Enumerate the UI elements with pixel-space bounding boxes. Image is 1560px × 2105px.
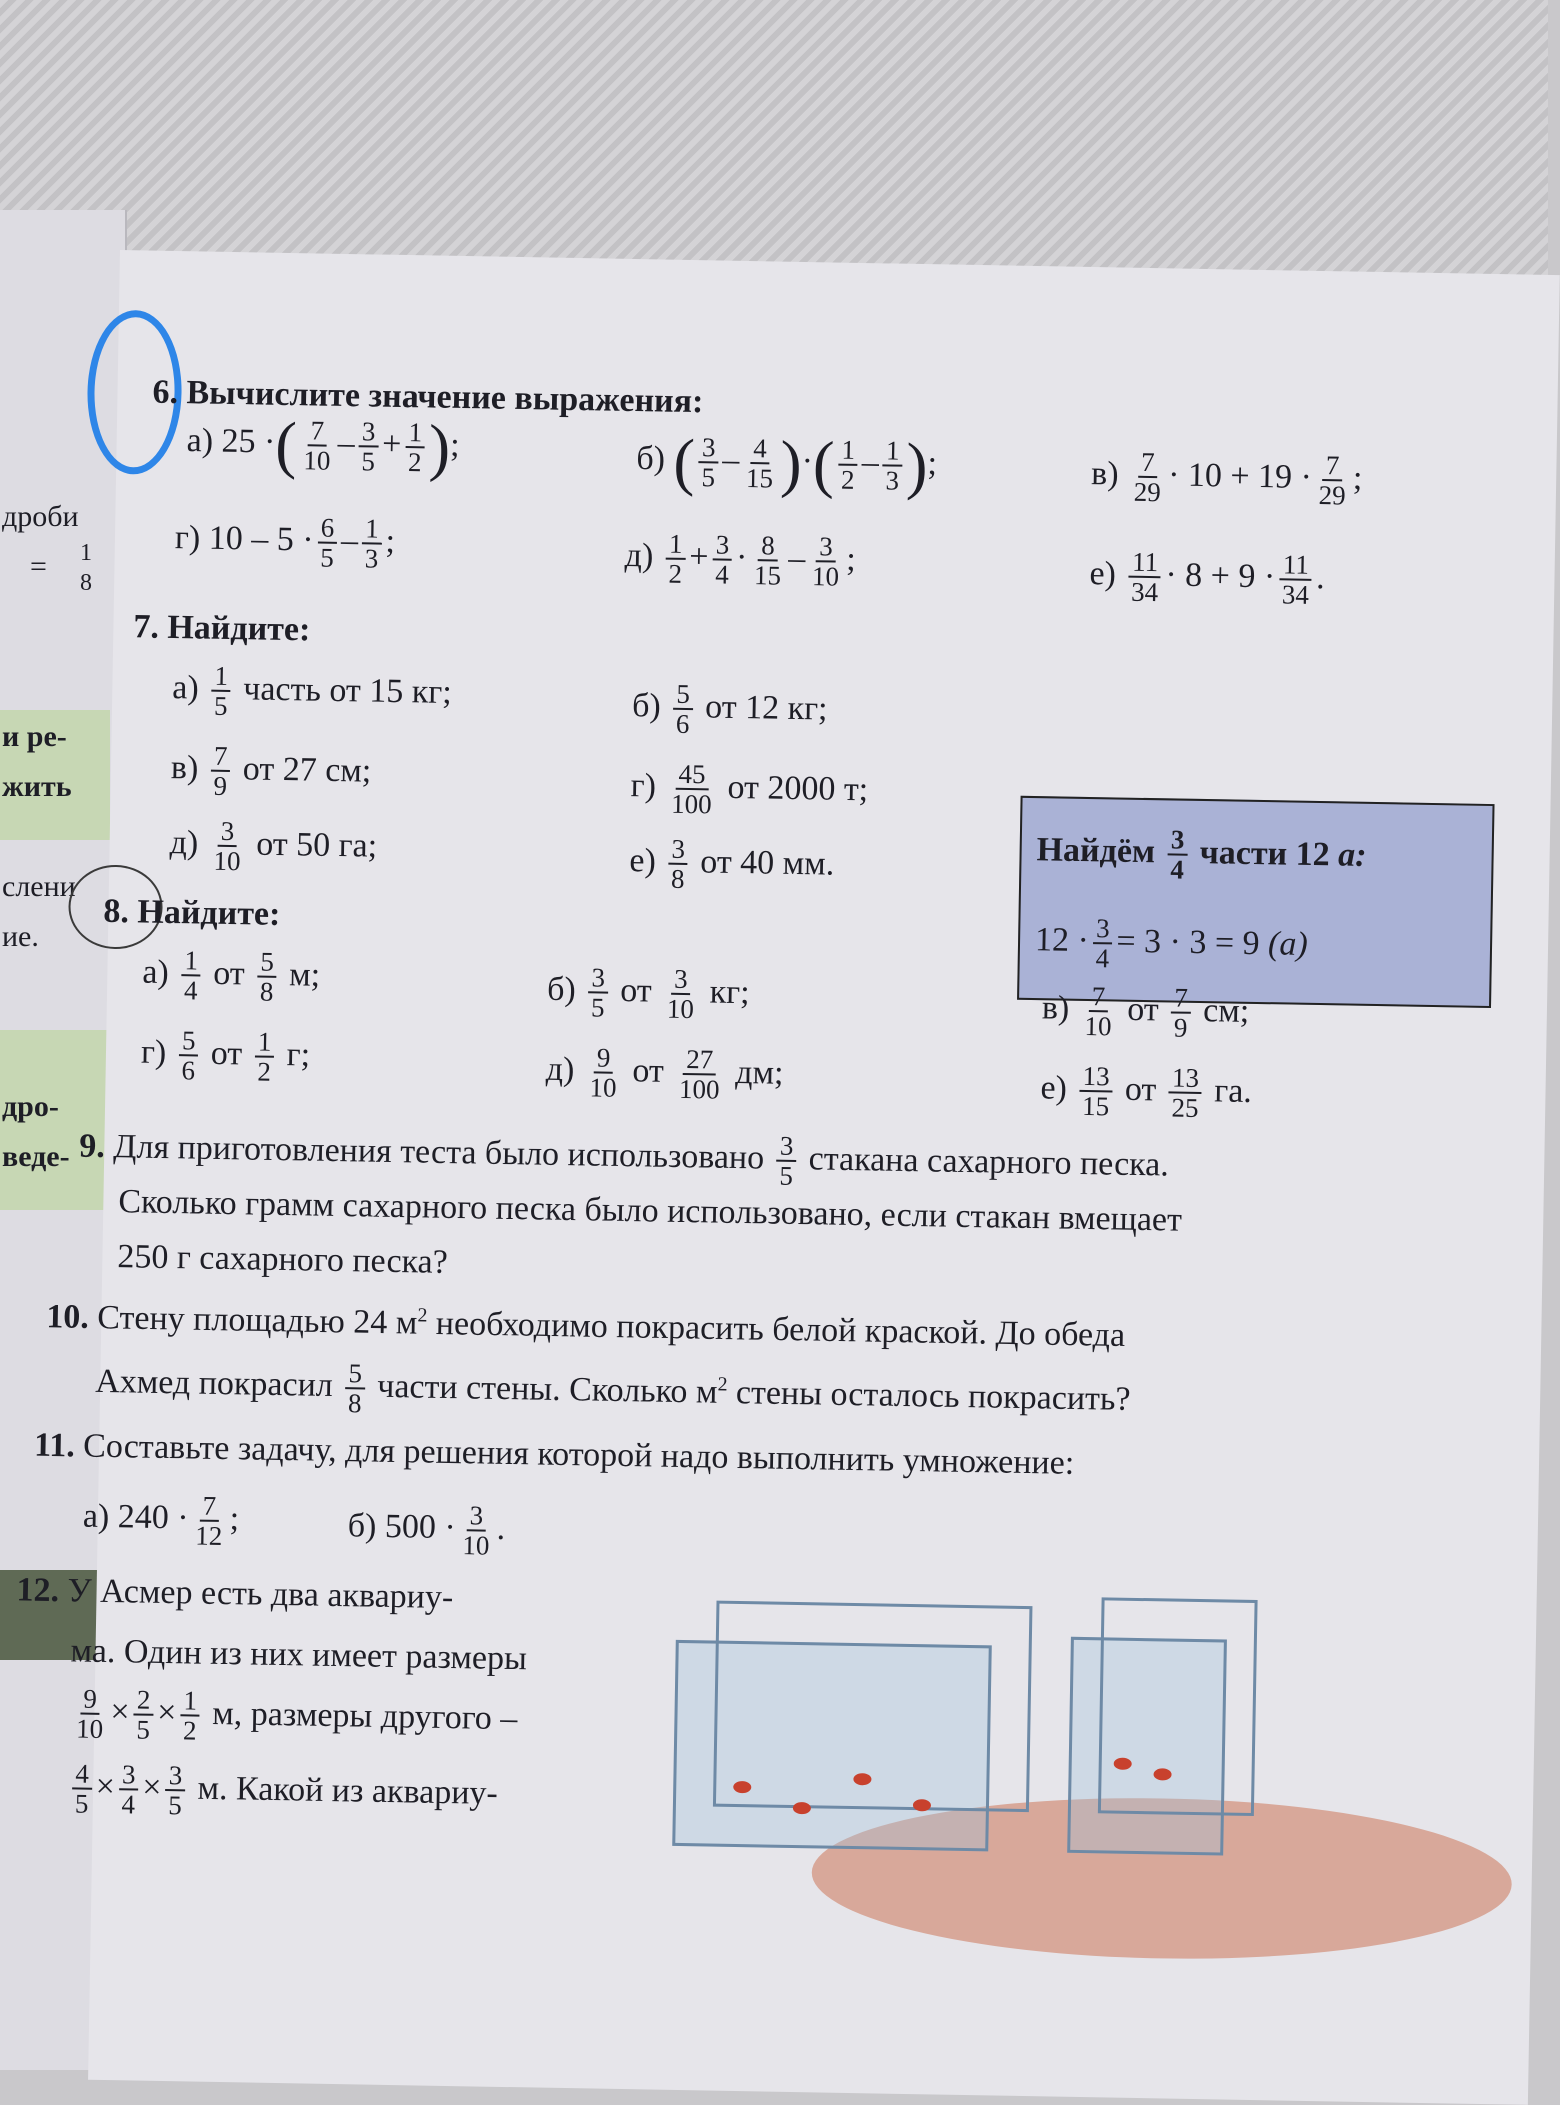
ex7-g: г) $\frac{45}{100}$ от 2000 т; <box>630 758 869 820</box>
ex6-v: в) $\frac{7}{29}$ · 10 + 19 · $\frac{7}{29}$ ; <box>1090 446 1363 511</box>
aquarium-large-back <box>713 1601 1033 1812</box>
exercise-number: 6. <box>152 373 179 412</box>
fish-icon <box>1153 1768 1171 1780</box>
ex7-b: б) $\frac{5}{6}$ от 12 кг; <box>631 678 828 740</box>
margin-text: и ре- <box>2 720 67 753</box>
ex12-line3: $\frac{9}{10}$ × $\frac{2}{5}$ × $\frac{1}{2}$ м, размеры другого – <box>75 1683 518 1746</box>
example-calc: 12 · $\frac{3}{4}$ = 3 · 3 = 9 (а) <box>1034 913 1309 974</box>
fish-icon <box>853 1773 871 1785</box>
ex9-line2: Сколько грамм сахарного песка было использовано, если стакан вмещает <box>118 1183 1183 1239</box>
margin-text: веде- <box>2 1140 70 1173</box>
margin-text: = <box>30 550 47 583</box>
margin-text: 8 <box>80 570 92 596</box>
ex7-v: в) $\frac{7}{9}$ от 27 см; <box>170 740 372 802</box>
fish-icon <box>913 1799 931 1811</box>
ex6-d: д) $\frac{1}{2}$ + $\frac{3}{4}$ · $\frac{8}{15}$ – $\frac{3}{10}$ ; <box>624 528 857 592</box>
fish-icon <box>733 1781 751 1793</box>
ex6-a: а) 25 ·( $\frac{7}{10}$ – $\frac{3}{5}$ + $\frac{1}{2}$ ); <box>186 408 460 483</box>
ex7-d: д) $\frac{3}{10}$ от 50 га; <box>169 815 378 877</box>
ex11-b: б) 500 · $\frac{3}{10}$ . <box>347 1500 506 1561</box>
ex12-line4: $\frac{4}{5}$ × $\frac{3}{4}$ × $\frac{3}{5}$ м. Какой из аквариу- <box>68 1759 499 1825</box>
margin-text: дро- <box>2 1090 59 1123</box>
ex12-line1: 12. У Асмер есть два аквариу- <box>16 1571 454 1617</box>
margin-text: дроби <box>2 500 79 533</box>
ex7-heading: 7. Найдите: <box>133 608 311 649</box>
example-box <box>1017 796 1494 1008</box>
exercise-title: Вычислите значение выражения: <box>186 374 704 421</box>
margin-text: слени <box>2 870 76 903</box>
ex8-b: б) $\frac{3}{5}$ от $\frac{3}{10}$ кг; <box>546 962 750 1025</box>
ex12-line2: ма. Один из них имеет размеры <box>70 1632 528 1678</box>
ex8-e: е) $\frac{13}{15}$ от $\frac{13}{25}$ га. <box>1040 1060 1253 1124</box>
margin-text: ие. <box>2 920 39 953</box>
ex8-v: в) $\frac{7}{10}$ от $\frac{7}{9}$ см; <box>1041 981 1250 1044</box>
fish-icon <box>793 1802 811 1814</box>
ex8-d: д) $\frac{9}{10}$ от $\frac{27}{100}$ дм; <box>545 1042 784 1105</box>
aquarium-small-back <box>1098 1597 1258 1816</box>
ex6-e: е) $\frac{11}{34}$ · 8 + 9 · $\frac{11}{34}$ . <box>1089 546 1326 611</box>
ex8-g: г) $\frac{5}{6}$ от $\frac{1}{2}$ г; <box>140 1025 311 1088</box>
ex9-line3: 250 г сахарного песка? <box>117 1238 449 1281</box>
ex8-heading: 8. Найдите: <box>103 892 281 933</box>
ex8-a: а) $\frac{1}{4}$ от $\frac{5}{8}$ м; <box>142 945 321 1008</box>
fish-icon <box>1114 1758 1132 1770</box>
ex7-e: е) $\frac{3}{8}$ от 40 мм. <box>629 833 835 895</box>
ex9-line1: 9. Для приготовления теста было использовано $\frac{3}{5}$ стакана сахарного песка. <box>79 1127 1170 1192</box>
ex6-b: б) ( $\frac{3}{5}$ – $\frac{4}{15}$ )·( $\frac{1}{2}$ – $\frac{1}{3}$ ); <box>636 425 938 502</box>
margin-text: жить <box>2 770 72 803</box>
ex11-a: а) 240 · $\frac{7}{12}$ ; <box>82 1490 240 1552</box>
margin-text: 1 <box>80 540 92 566</box>
ex10-line2: Ахмед покрасил $\frac{5}{8}$ части стены. Сколько $м^2$ стены осталось покрасить? <box>94 1358 1131 1419</box>
example-title: Найдём $\frac{3}{4}$ части 12 а: <box>1036 824 1367 886</box>
ex7-a: а) $\frac{1}{5}$ часть от 15 кг; <box>172 660 453 722</box>
ex10-line1: 10. Стену площадью 24 $м^2$ необходимо покрасить белой краской. До обеда <box>46 1298 1126 1355</box>
ex11-heading: 11. Составьте задачу, для решения которой надо выполнить умножение: <box>33 1426 1075 1482</box>
ex6-g: г) 10 – 5 · $\frac{6}{5}$ – $\frac{1}{3}$ ; <box>174 512 396 574</box>
